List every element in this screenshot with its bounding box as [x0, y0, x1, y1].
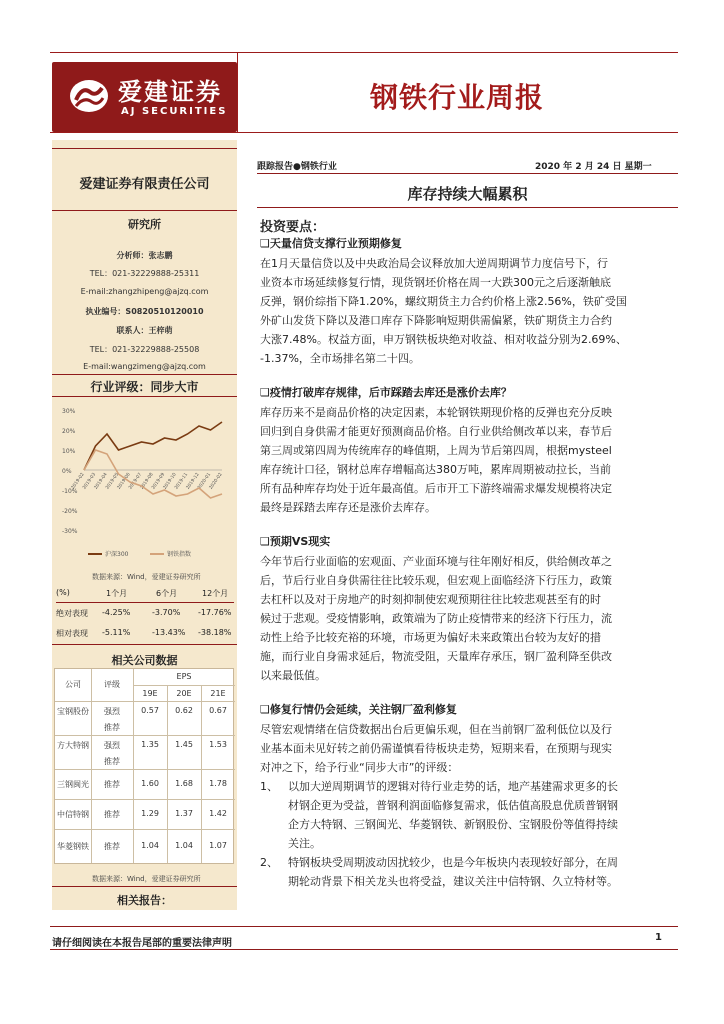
item-heading: ❑疫情打破库存规律，后市踩踏去库还是涨价去库？: [260, 386, 512, 399]
x-tick-label: 2019-07: [128, 472, 144, 491]
x-tick-label: 2020-02: [208, 472, 224, 491]
x-tick-label: 2019-10: [162, 472, 178, 491]
legend-label: 沪深300: [105, 551, 129, 558]
eps-cell: 1.60: [141, 779, 159, 788]
header-top-line: [50, 52, 678, 53]
paragraph-line: 动性上给予比较充裕的环境，市场更为偏好未来政策出台较为友好的措: [260, 631, 601, 644]
table-rule: [133, 669, 134, 863]
logo-emblem-icon: [68, 78, 110, 114]
eps-cell: 1.78: [209, 779, 227, 788]
related-data-title: 相关公司数据: [111, 654, 178, 667]
x-tick-label: 2019-09: [151, 472, 167, 491]
performance-cell: -17.76%: [198, 608, 232, 617]
list-line: 企方大特钢、三钢闽光、华菱钢铁、新钢股份、宝钢股份等值得持续: [288, 818, 618, 831]
x-tick-label: 2019-06: [116, 472, 132, 491]
performance-cell: 绝对表现: [56, 609, 88, 618]
report-subtitle: 库存持续大幅累积: [407, 185, 528, 203]
company-name: 爱建证券有限责任公司: [79, 177, 210, 192]
rating-cell: 推荐: [104, 723, 120, 732]
item-heading: ❑预期VS现实: [260, 535, 331, 548]
contact-email: E-mail:wangzimeng@ajzq.com: [83, 362, 206, 371]
divider: [52, 148, 237, 149]
footer-line: [50, 949, 678, 950]
contact-tel: TEL：021-32229888-25508: [89, 345, 200, 354]
header-year: 20E: [176, 689, 192, 698]
report-date: 2020 年 2 月 24 日 星期一: [535, 162, 652, 172]
paragraph-line: 第三周或第四周为传统库存的峰值期，上周为节后第四周，根据mysteel: [260, 444, 612, 457]
report-title: 钢铁行业周报: [370, 81, 545, 114]
paragraph-line: 尽管宏观情绪在信贷数据出台后更偏乐观，但在当前钢厂盈利低位以及行: [260, 723, 612, 736]
header-bottom-line: [50, 132, 678, 133]
page-number: 1: [655, 932, 662, 943]
header-year: 21E: [210, 689, 226, 698]
eps-cell: 1.53: [209, 740, 227, 749]
paragraph-line: 候过于悲观。受疫情影响，政策端为了防止疫情带来的经济下行压力，流: [260, 612, 612, 625]
x-tick-label: 2020-01: [197, 472, 213, 491]
paragraph-line: 业基本面未见好转之前仍需谨慎看待板块走势，短期来看，在预期与现实: [260, 742, 612, 755]
series-line-0: [84, 422, 222, 470]
eps-cell: 0.67: [209, 706, 227, 715]
legend-label: 钢铁指数: [167, 551, 192, 558]
divider: [52, 210, 237, 211]
paragraph-line: 所有品种库存均处于近年最高值。后市开工下游终端需求爆发规模将决定: [260, 482, 612, 495]
eps-cell: 1.04: [175, 841, 193, 850]
y-tick-label: -20%: [62, 508, 78, 515]
list-line: 以加大逆周期调节的逻辑对待行业走势的话，地产基建需求更多的长: [288, 780, 618, 793]
paragraph-line: 施，而行业自身需求延后，物流受阻，天量库存承压，钢厂盈利降至供改: [260, 650, 612, 663]
divider: [52, 644, 237, 645]
eps-cell: 1.45: [175, 740, 193, 749]
paragraph-line: 业资本市场延续修复行情，现货钢坯价格在周一大跌300元之后逐渐触底: [260, 276, 611, 289]
eps-cell: 1.07: [209, 841, 227, 850]
rating-cell: 推荐: [104, 757, 120, 766]
performance-cell: -13.43%: [152, 628, 186, 637]
paragraph-line: 对冲之下，给予行业“同步大市”的评级：: [260, 761, 459, 774]
performance-row: [56, 608, 234, 622]
eps-cell: 1.37: [175, 809, 193, 818]
company-name-cell: 宝钢股份: [57, 707, 89, 716]
paragraph-line: 大涨7.48%。权益方面，申万钢铁板块绝对收益、相对收益分别为2.69%、: [260, 333, 627, 346]
header-cell: 6个月: [156, 589, 178, 598]
x-tick-label: 2019-05: [105, 472, 121, 491]
item-heading: ❑修复行情仍会延续，关注钢厂盈利修复: [260, 703, 457, 716]
divider: [52, 886, 237, 887]
item-heading: ❑天量信贷支撑行业预期修复: [260, 237, 402, 250]
header-year: 19E: [142, 689, 158, 698]
performance-cell: -38.18%: [198, 628, 232, 637]
report-type: 跟踪报告●钢铁行业: [257, 162, 337, 172]
y-tick-label: 20%: [62, 428, 76, 435]
divider: [257, 207, 678, 208]
divider: [56, 602, 234, 603]
company-name-cell: 华菱钢铁: [57, 842, 89, 851]
performance-header-row: [56, 588, 234, 602]
header-company: 公司: [65, 680, 81, 689]
eps-cell: 0.57: [141, 706, 159, 715]
y-tick-label: 0%: [62, 468, 72, 475]
table-rule: [55, 701, 235, 702]
header-cell: 12个月: [202, 589, 229, 598]
header-divider: [237, 52, 238, 132]
list-line: 材钢企更为受益，普钢利润面临修复需求，低估值高股息优质普钢钢: [288, 799, 618, 812]
table-rule: [55, 735, 235, 736]
performance-row: [56, 628, 234, 642]
logo-text-en: AJ SECURITIES: [121, 106, 228, 117]
x-tick-label: 2019-12: [185, 472, 201, 491]
industry-rating: 行业评级：同步大市: [90, 380, 199, 394]
rating-cell: 推荐: [104, 810, 120, 819]
company-name-cell: 三钢闽光: [57, 780, 89, 789]
eps-cell: 0.62: [175, 706, 193, 715]
header-cell: 1个月: [106, 589, 128, 598]
list-number: 2、: [260, 856, 278, 869]
section-heading: 投资要点：: [260, 220, 326, 235]
y-tick-label: -10%: [62, 488, 78, 495]
x-tick-label: 2019-03: [82, 472, 98, 491]
list-line: 特钢板块受周期波动因扰较少，也是今年板块内表现较好部分，在周: [288, 856, 618, 869]
performance-cell: -3.70%: [152, 608, 181, 617]
related-report-title: 相关报告：: [117, 894, 172, 907]
table-rule: [55, 769, 235, 770]
table-source: 数据来源：Wind，爱建证券研究所: [92, 875, 201, 883]
list-line: 关注。: [288, 837, 321, 850]
table-rule: [133, 685, 235, 686]
rating-cell: 推荐: [104, 842, 120, 851]
table-rule: [55, 799, 235, 800]
y-tick-label: 10%: [62, 448, 76, 455]
performance-cell: -5.11%: [102, 628, 131, 637]
x-tick-label: 2019-11: [174, 472, 190, 491]
dept-title: 研究所: [128, 218, 161, 231]
x-tick-label: 2019-04: [93, 472, 109, 491]
paragraph-line: 库存统计口径，钢材总库存增幅高达380万吨，累库周期被动拉长，当前: [260, 463, 611, 476]
list-line: 期轮动背景下相关龙头也将受益，建议关注中信特钢、久立特材等。: [288, 875, 618, 888]
y-tick-label: -30%: [62, 528, 78, 535]
company-name-cell: 方大特钢: [57, 741, 89, 750]
paragraph-line: 以来最低值。: [260, 669, 326, 682]
x-tick-label: 2019-08: [139, 472, 155, 491]
rating-cell: 强烈: [104, 707, 120, 716]
rating-cell: 强烈: [104, 741, 120, 750]
paragraph-line: 去杠杆以及对于房地产的时刻抑制使宏观预期往往比较悲观甚至有的时: [260, 593, 601, 606]
paragraph-line: 今年节后行业面临的宏观面、产业面环境与往年刚好相反，供给侧改革之: [260, 555, 612, 568]
paragraph-line: 外矿山发货下降以及港口库存下降影响短期供需偏紧，铁矿期货主力合约: [260, 314, 612, 327]
divider: [257, 173, 678, 174]
company-table: [54, 668, 234, 864]
analyst-tel: TEL：021-32229888-25311: [89, 269, 200, 278]
x-tick-label: 2019-02: [70, 472, 86, 491]
eps-cell: 1.04: [141, 841, 159, 850]
performance-cell: -4.25%: [102, 608, 131, 617]
paragraph-line: 最终是踩踏去库存还是涨价去库存。: [260, 501, 436, 514]
paragraph-line: 库存历来不是商品价格的决定因素，本轮钢铁期现价格的反弹也充分反映: [260, 406, 612, 419]
header-eps: EPS: [176, 672, 192, 681]
rating-cell: 推荐: [104, 780, 120, 789]
eps-cell: 1.29: [141, 809, 159, 818]
eps-cell: 1.68: [175, 779, 193, 788]
header-cell: (%): [56, 588, 70, 597]
analyst-email: E-mail:zhangzhipeng@ajzq.com: [80, 287, 209, 296]
chart-source: 数据来源：Wind，爱建证券研究所: [92, 573, 201, 581]
footer-disclaimer: 请仔细阅读在本报告尾部的重要法律声明: [52, 938, 232, 949]
logo-text-cn: 爱建证券: [118, 77, 222, 106]
divider: [52, 374, 237, 375]
performance-chart: [60, 400, 232, 568]
paragraph-line: 后，节后行业自身供需往往比较乐观，但宏观上面临经济下行压力，政策: [260, 574, 612, 587]
table-rule: [55, 829, 235, 830]
eps-cell: 1.42: [209, 809, 227, 818]
company-name-cell: 中信特钢: [57, 810, 89, 819]
license-no: 执业编号：S0820510120010: [85, 307, 204, 316]
analyst-name: 分析师：张志鹏: [116, 251, 173, 260]
paragraph-line: 在1月天量信贷以及中央政治局会议释放加大逆周期调节力度信号下，行: [260, 257, 608, 270]
header-rating: 评级: [104, 680, 120, 689]
contact-name: 联系人：王梓萌: [116, 326, 173, 335]
paragraph-line: -1.37%，全市场排名第二十四。: [260, 352, 420, 365]
y-tick-label: 30%: [62, 408, 76, 415]
eps-cell: 1.35: [141, 740, 159, 749]
list-number: 1、: [260, 780, 278, 793]
footer-line: [50, 926, 678, 927]
divider: [52, 396, 237, 397]
paragraph-line: 反弹，钢价综指下降1.20%，螺纹期货主力合约价格上涨2.56%，铁矿受国: [260, 295, 627, 308]
paragraph-line: 回归到自身供需才能更好预测商品价格。自行业供给侧改革以来，春节后: [260, 425, 612, 438]
performance-cell: 相对表现: [56, 629, 88, 638]
